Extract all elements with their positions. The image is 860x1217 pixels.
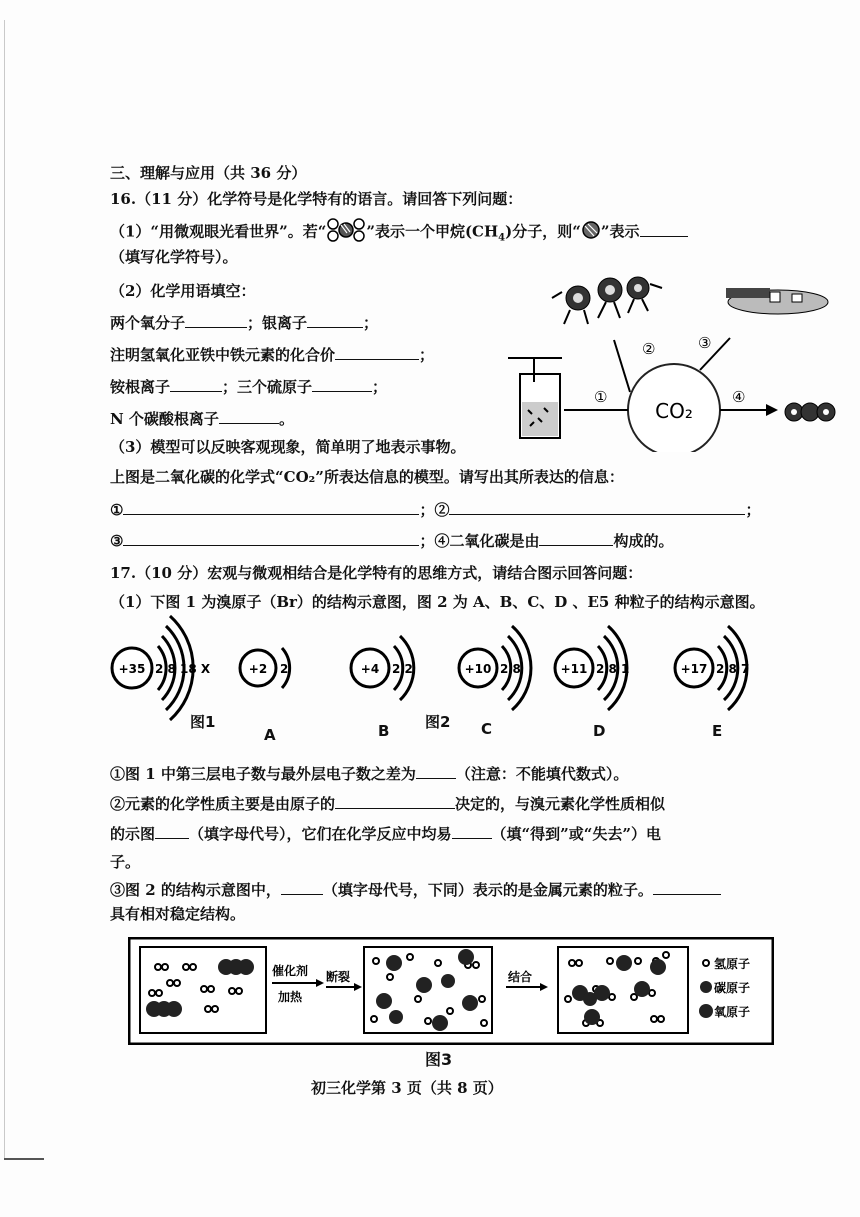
answer-blank[interactable]: [539, 531, 613, 546]
svg-text:②: ②: [642, 340, 656, 358]
section-title: 三、理解与应用（共 36 分）: [110, 164, 307, 182]
svg-text:2: 2: [280, 662, 289, 676]
answer-blank[interactable]: [219, 409, 279, 424]
q17-item1: ①图 1 中第三层电子数与最外层电子数之差为 （注意：不能填代数式）。: [110, 765, 629, 783]
answer-blank[interactable]: [123, 531, 419, 546]
svg-text:2 2: 2 2: [392, 662, 413, 676]
label-e: E: [712, 722, 723, 740]
answer-blank[interactable]: [170, 377, 222, 392]
q17-item2-cont: 的示图 （填字母代号），它们在化学反应中均易 （填“得到”或“失去”）电: [110, 825, 662, 843]
q16-line1: 两个氧分子 ；银离子 ；: [110, 314, 379, 332]
answer-blank[interactable]: [335, 794, 455, 809]
svg-text:③: ③: [698, 334, 712, 352]
molecule-cartoon-icon: [552, 277, 662, 324]
q17-part1: （1）下图 1 为溴原子（Br）的结构示意图，图 2 为 A、B、C、D 、E5 种粒子的结构示意图。: [110, 593, 765, 611]
q16-part2: （2）化学用语填空：: [110, 282, 256, 300]
fig3-reaction-diagram: [128, 937, 774, 1045]
svg-text:2 8 18 X: 2 8 18 X: [155, 662, 211, 676]
svg-text:结合: 结合: [508, 970, 533, 984]
co2-molecule-icon: [785, 403, 835, 421]
atom-diagram-c: [459, 626, 531, 710]
atom-diagram-br: [112, 616, 211, 720]
answer-blank[interactable]: [307, 313, 363, 328]
methane-molecule-icon: [326, 218, 366, 247]
q17-item2-end: 子。: [110, 853, 141, 871]
fig1-caption: 图1: [190, 713, 216, 731]
q17-stem: 17.（10 分）宏观与微观相结合是化学特有的思维方式，请结合图示回答问题：: [110, 564, 643, 582]
carbon-atom-icon: [581, 220, 601, 245]
scan-edge: [4, 20, 5, 1160]
svg-text:④: ④: [732, 388, 746, 406]
answer-blank[interactable]: [653, 880, 721, 895]
label-c: C: [481, 720, 493, 738]
label-d: D: [593, 722, 606, 740]
svg-text:+17: +17: [680, 662, 708, 676]
atom-diagram-b: [351, 636, 414, 700]
atom-diagram-a: [240, 648, 290, 688]
atom-diagram-d: [555, 626, 629, 710]
answer-blank[interactable]: [281, 880, 323, 895]
svg-text:氧原子: 氧原子: [714, 1005, 751, 1019]
q16-stem: 16.（11 分）化学符号是化学特有的语言。请回答下列问题：: [110, 190, 523, 208]
svg-text:+2: +2: [248, 662, 268, 676]
svg-text:+11: +11: [560, 662, 588, 676]
fig2-caption: 图2: [425, 713, 451, 731]
answer-blank[interactable]: [312, 377, 372, 392]
q17-item3-cont: 具有相对稳定结构。: [110, 905, 246, 923]
svg-text:断裂: 断裂: [326, 970, 351, 984]
answer-blank[interactable]: [155, 824, 189, 839]
atom-diagram-e: [675, 626, 749, 710]
answer-blank[interactable]: [416, 764, 456, 779]
co2-label: CO₂: [655, 399, 693, 423]
q16-answer-line1: ① ；② ；: [110, 501, 761, 519]
svg-text:2 8: 2 8: [500, 662, 521, 676]
label-b: B: [378, 722, 390, 740]
q16-part1: （1）“用微观眼光看世界”。若“ ”表示一个甲烷$(CH_4)$分子，则“ ”表示: [110, 218, 688, 249]
answer-blank[interactable]: [335, 345, 419, 360]
svg-text:碳原子: 碳原子: [714, 981, 751, 995]
q17-item3: ③图 2 的结构示意图中， （填字母代号，下同）表示的是金属元素的粒子。: [110, 880, 721, 900]
scan-edge-mark: [4, 1158, 44, 1160]
answer-blank[interactable]: [449, 500, 745, 515]
svg-text:加热: 加热: [278, 990, 303, 1004]
q16-line3: 铵根离子 ；三个硫原子 ；: [110, 378, 388, 396]
svg-text:+10: +10: [464, 662, 492, 676]
svg-text:+35: +35: [118, 662, 146, 676]
answer-blank[interactable]: [452, 824, 492, 839]
answer-blank[interactable]: [185, 313, 247, 328]
svg-text:2 8 1: 2 8 1: [596, 662, 630, 676]
q16-part3-desc: 上图是二氧化碳的化学式“CO₂”所表达信息的模型。请写出其所表达的信息：: [110, 468, 624, 486]
label-a: A: [264, 726, 276, 744]
q16-line4: N 个碳酸根离子 。: [110, 410, 294, 428]
svg-text:催化剂: 催化剂: [272, 964, 309, 978]
fig3-caption: 图3: [425, 1050, 453, 1069]
svg-text:2 8 7: 2 8 7: [716, 662, 750, 676]
q16-part3: （3）模型可以反映客观现象，简单明了地表示事物。: [110, 438, 466, 456]
q16-answer-line2: ③ ；④二氧化碳是由 构成的。: [110, 532, 674, 550]
q16-line2: 注明氢氧化亚铁中铁元素的化合价 ；: [110, 346, 435, 364]
co2-model-diagram: [498, 262, 838, 452]
svg-text:①: ①: [594, 388, 608, 406]
balance-icon: [726, 288, 828, 314]
answer-blank[interactable]: [123, 500, 419, 515]
q17-item2: ②元素的化学性质主要是由原子的 决定的，与溴元素化学性质相似: [110, 795, 666, 813]
gas-jar-icon: [508, 358, 562, 438]
page-footer: 初三化学第 3 页（共 8 页）: [311, 1079, 503, 1097]
atom-structure-diagrams: [106, 606, 836, 756]
answer-blank[interactable]: [640, 222, 688, 237]
q16-part1-hint: （填写化学符号）。: [110, 248, 238, 266]
svg-text:+4: +4: [360, 662, 380, 676]
svg-text:氢原子: 氢原子: [714, 957, 751, 971]
